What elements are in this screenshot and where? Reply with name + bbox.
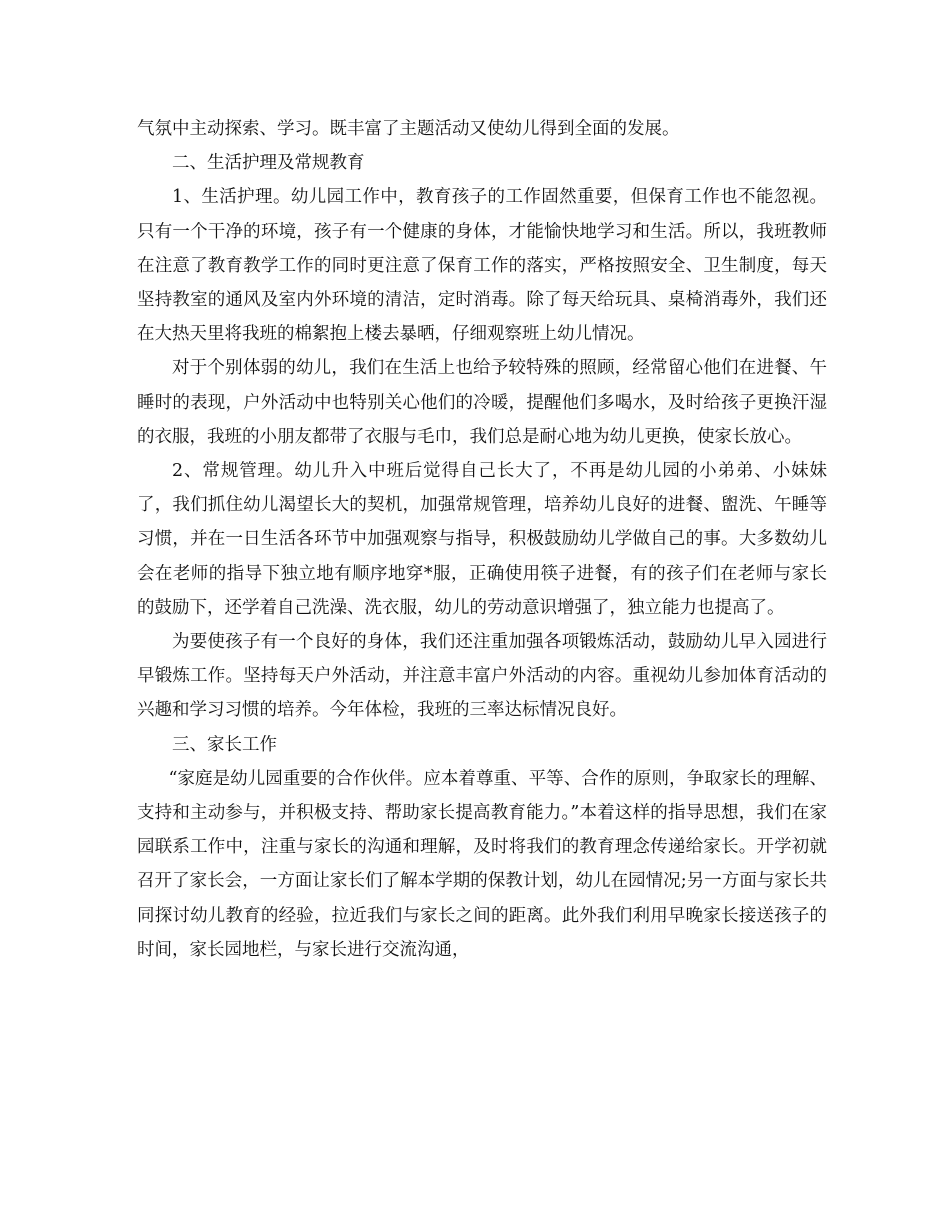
document-body (137, 112, 827, 967)
paragraph-exercise: 为要使孩子有一个良好的身体，我们还注重加强各项锻炼活动，鼓励幼儿早入园进行早锻炼工作。坚持每天户外活动，并注意丰富户外活动的内容。重视幼儿参加体育活动的兴趣和学习习惯的培养。今年体检，我班的三率达标情况良好。 (137, 632, 827, 721)
paragraph-weak-children: 对于个别体弱的幼儿，我们在生活上也给予较特殊的照顾，经常留心他们在进餐、午睡时的表现，户外活动中也特别关心他们的冷暖，提醒他们多喝水，及时给孩子更换汗湿的衣服，我班的小朋友都带了衣服与毛巾，我们总是耐心地为幼儿更换，使家长放心。 (137, 358, 827, 447)
section-heading-life-care: 二、生活护理及常规教育 (172, 153, 365, 174)
section-heading-parent-work: 三、家长工作 (172, 734, 277, 755)
paragraph-continuation: 气氛中主动探索、学习。既丰富了主题活动又使幼儿得到全面的发展。 (137, 119, 680, 139)
paragraph-routine-management: 2、常规管理。幼儿升入中班后觉得自己长大了，不再是幼儿园的小弟弟、小妹妹了，我们抓住幼儿渴望长大的契机，加强常规管理，培养幼儿良好的进餐、盥洗、午睡等习惯，并在一日生活各环节中加强观察与指导，积极鼓励幼儿学做自己的事。大多数幼儿会在老师的指导下独立地有顺序地穿*服，正确使用筷子进餐，有的孩子们在老师与家长的鼓励下，还学着自己洗澡、洗衣服，幼儿的劳动意识增强了，独立能力也提高了。 (137, 461, 827, 618)
paragraph-parent-work: “家庭是幼儿园重要的合作伙伴。应本着尊重、平等、合作的原则，争取家长的理解、支持和主动参与，并积极支持、帮助家长提高教育能力。”本着这样的指导思想，我们在家园联系工作中，注重与家长的沟通和理解，及时将我们的教育理念传递给家长。开学初就召开了家长会，一方面让家长们了解本学期的保教计划，幼儿在园情况;另一方面与家长共同探讨幼儿教育的经验，拉近我们与家长之间的距离。此外我们利用早晚家长接送孩子的时间，家长园地栏，与家长进行交流沟通， (137, 768, 827, 960)
paragraph-life-care: 1、生活护理。幼儿园工作中，教育孩子的工作固然重要，但保育工作也不能忽视。只有一个干净的环境，孩子有一个健康的身体，才能愉快地学习和生活。所以，我班教师在注意了教育教学工作的同时更注意了保育工作的落实，严格按照安全、卫生制度，每天坚持教室的通风及室内外环境的清洁，定时消毒。除了每天给玩具、桌椅消毒外，我们还在大热天里将我班的棉絮抱上楼去暴晒，仔细观察班上幼儿情况。 (137, 187, 827, 345)
